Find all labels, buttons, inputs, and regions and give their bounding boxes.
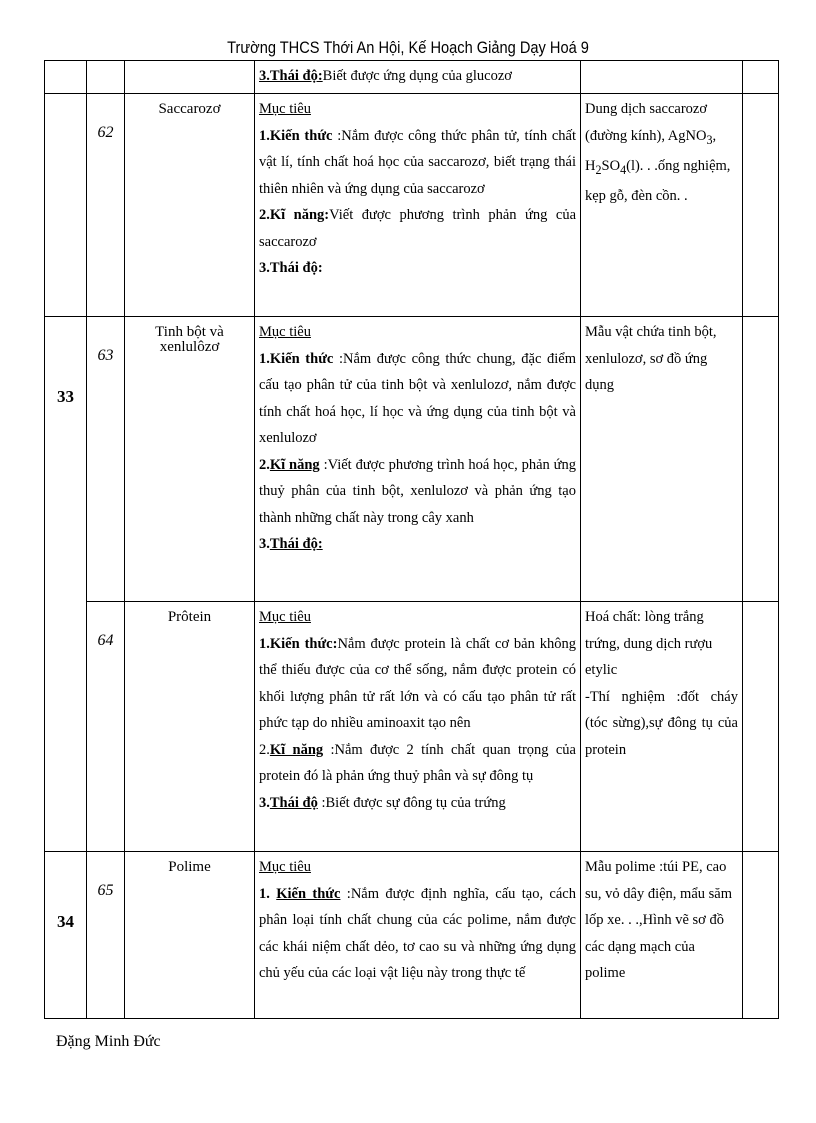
lesson-name: Tinh bột và xenlulôzơ: [125, 317, 255, 602]
objective-heading: Mục tiêu: [259, 859, 311, 875]
table-row: [45, 61, 779, 94]
subscript: 4: [620, 162, 627, 177]
page-header: Trường THCS Thới An Hội, Kế Hoạch Giảng Dạy Hoá 9: [227, 38, 589, 57]
lesson-number: 65: [87, 852, 125, 1019]
materials-text: -Thí nghiệm :đốt cháy (tóc sừng),sự đông tụ của protein: [585, 688, 738, 758]
attitude-number: 3.: [259, 794, 270, 811]
skill-label: Kĩ năng: [269, 456, 320, 473]
notes-cell: [743, 602, 779, 852]
knowledge-label: 1.Kiến thức: [259, 127, 333, 144]
subscript: 2: [595, 162, 602, 177]
notes-cell: [743, 317, 779, 602]
skill-text: :Viết được phương trình hoá học, phản ứng thuỷ phân của tinh bột, xenlulozơ và phản ứng tạo thành những chất này trong cây xanh: [259, 456, 576, 526]
objective-cell: [255, 317, 581, 602]
knowledge-number: 1.: [259, 885, 277, 902]
table-row: [45, 94, 779, 317]
lesson-plan-table: [44, 60, 779, 1019]
materials-text: Hoá chất: lòng trắng trứng, dung dịch rượu etylic: [585, 609, 713, 678]
lesson-number: 63: [87, 317, 125, 602]
materials-text: SO: [601, 157, 621, 174]
knowledge-text: :Nắm được công thức chung, đặc điểm cấu tạo phân tử của tinh bột và xenlulozơ, nắm được tính chất hoá học, lí học và ứng dụng của tinh bột và xenlulozơ: [259, 350, 576, 446]
notes-cell: [743, 852, 779, 1019]
materials-cell: [581, 94, 743, 317]
attitude-text: Biết được ứng dụng của glucozơ: [322, 68, 512, 84]
lesson-number: 62: [87, 94, 125, 317]
lesson-name: Prôtein: [125, 602, 255, 852]
materials-cell: Mẫu polime :túi PE, cao su, vỏ dây điện, mẩu săm lốp xe. . .,Hình vẽ sơ đồ các dạng mạch của polime: [581, 852, 743, 1019]
objective-heading: Mục tiêu: [259, 324, 311, 340]
knowledge-text: :Nắm được công thức phân tử, tính chất vật lí, tính chất hoá học của saccarozơ, biết trạng thái thiên nhiên và ứng dụng của saccarozơ: [259, 127, 577, 197]
objective-heading: Mục tiêu: [259, 101, 311, 117]
attitude-label: Thái độ: [269, 794, 318, 811]
skill-text: :Nắm được 2 tính chất quan trọng của protein đó là phản ứng thuỷ phân và sự đông tụ: [259, 741, 576, 784]
lesson-name: Polime: [125, 852, 255, 1019]
skill-text: Viết được phương trình phản ứng của saccarozơ: [259, 207, 576, 250]
week-cell: [45, 94, 87, 317]
table-row: [45, 602, 779, 852]
knowledge-text: :Nắm được định nghĩa, cấu tạo, cách phân loại tính chất chung của các polime, nắm được các khái niệm chất dẻo, tơ cao su và những ứng dụng chủ yếu của các loại vật liệu này trong thực tế: [259, 885, 576, 981]
week-number: 33: [45, 317, 87, 852]
knowledge-label: 1.Kiến thức: [259, 350, 339, 367]
attitude-text: :Biết được sự đông tụ của trứng: [317, 794, 506, 811]
skill-number: 2.: [259, 456, 270, 473]
materials-cell: Mẫu vật chứa tinh bột, xenlulozơ, sơ đồ ứng dụng: [581, 317, 743, 602]
subscript: 3: [706, 132, 713, 147]
lesson-number: 64: [87, 602, 125, 852]
week-cell: [45, 61, 87, 94]
week-number: 34: [45, 852, 87, 1019]
objective-cell: [255, 94, 581, 317]
table-row: [45, 852, 779, 1019]
table-row: [45, 317, 779, 602]
materials-cell: [581, 61, 743, 94]
materials-cell: [581, 602, 743, 852]
notes-cell: [743, 61, 779, 94]
skill-label: Kĩ năng: [269, 741, 324, 758]
skill-label: 2.Kĩ năng:: [259, 207, 330, 223]
author-name: Đặng Minh Đức: [56, 1033, 161, 1050]
objective-cell: [255, 602, 581, 852]
lesson-name-cell: [125, 61, 255, 94]
objective-cell: [255, 61, 581, 94]
objective-heading: Mục tiêu: [259, 609, 311, 625]
notes-cell: [743, 94, 779, 317]
objective-cell: [255, 852, 581, 1019]
materials-text: (l). . .ống nghiệm, kẹp gỗ, đèn cồn. .: [585, 157, 731, 205]
lesson-number-cell: [87, 61, 125, 94]
knowledge-text: Nắm được protein là chất cơ bản không thể thiếu được của cơ thể sống, nắm được protein có khối lượng phân tử rất lớn và có cấu tạo phân tử rất phức tạp do nhiều aminoaxit tạo nên: [259, 635, 577, 731]
attitude-number: 3.: [259, 536, 270, 552]
attitude-label: 3.Thái độ:: [259, 68, 323, 84]
materials-text: , H: [585, 127, 717, 174]
lesson-name: Saccarozơ: [125, 94, 255, 317]
materials-text: Dung dịch saccarozơ (đường kính), AgNO: [585, 101, 708, 144]
skill-number: 2.: [259, 741, 270, 758]
attitude-label: Thái độ:: [269, 536, 323, 552]
attitude-label: 3.Thái độ:: [259, 260, 323, 276]
knowledge-label: 1.Kiến thức:: [259, 635, 338, 652]
knowledge-label: Kiến thức: [276, 885, 341, 902]
